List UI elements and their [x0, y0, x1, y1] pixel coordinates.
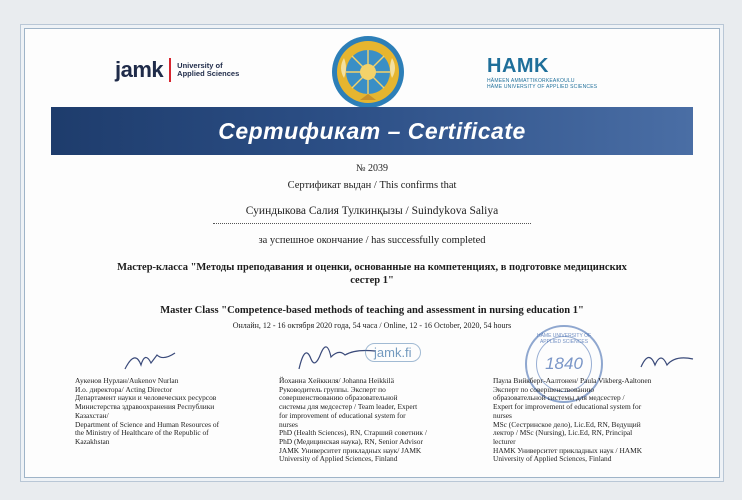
signatory-line: Департамент науки и человеческих ресурсов	[75, 393, 217, 403]
course-title-en: Master Class "Competence-based methods of teaching and assessment in nursing education 1"	[160, 305, 584, 316]
title-banner	[51, 107, 693, 155]
hamk-wordmark: HAMK	[487, 55, 549, 77]
signatory-line: Паула Вийкберг-Аалтонен/ Paula Vikberg-Aaltonen	[493, 376, 652, 385]
signatory-aukenov	[75, 377, 243, 447]
signatory-line: PhD (Медицинская наука), RN, Senior Advisor	[279, 436, 423, 446]
signatory-line: JAMK Университет прикладных наук/ JAMK	[279, 445, 422, 455]
signatory-line: Аукенов Нурлан/Aukenov Nurlan	[75, 376, 179, 385]
jamk-fi-stamp: jamk.fi	[365, 343, 421, 362]
kazakhstan-emblem-icon	[330, 34, 406, 110]
signatory-line: University of Applied Sciences, Finland	[279, 454, 398, 464]
signatory-line: University of Applied Sciences, Finland	[493, 454, 612, 464]
certificate-frame	[24, 28, 720, 478]
signatory-line: Department of Science and Human Resources of	[75, 419, 220, 429]
jamk-logo-subtitle	[177, 62, 239, 79]
course-title-ru: Мастер-класса "Методы преподавания и оценки, основанные на компетенциях, в подготовке медицинских сестер 1"	[117, 262, 627, 286]
name-underline	[213, 223, 531, 224]
signatory-line: for improvement of educational system for	[279, 410, 406, 420]
signatory-line: Руководитель группы. Эксперт по	[279, 384, 386, 394]
signatory-line: the Ministry of Healthcare of the Republic of	[75, 428, 209, 438]
signatory-line: MSc (Сестринское дело), Lic.Ed, RN, Ведущий	[493, 419, 641, 429]
signatory-line: Kazakhstan	[75, 436, 110, 446]
completed-text: за успешное окончание / has successfully completed	[258, 235, 486, 246]
jamk-line2: Applied Sciences	[177, 69, 240, 78]
signatory-line: HAMK Университет прикладных наук / HAMK	[493, 445, 643, 455]
course-dates: Онлайн, 12 - 16 октября 2020 года, 54 часа / Online, 12 - 16 October, 2020, 54 hours	[232, 321, 512, 330]
signature-aukenov	[121, 347, 191, 375]
jamk-line1: University of	[177, 60, 223, 70]
signatory-line: Эксперт по совершенствованию	[493, 384, 595, 394]
jamk-logo	[115, 57, 239, 83]
hamk-sub2: HÄME UNIVERSITY OF APPLIED SCIENCES	[487, 84, 598, 90]
signature-vikberg	[637, 347, 697, 373]
recipient-name: Суиндыкова Салия Тулкинқызы / Suindykova Saliya	[245, 205, 499, 217]
jamk-logo-divider	[169, 58, 171, 82]
jamk-wordmark: jamk	[115, 57, 164, 82]
hamk-logo	[487, 55, 597, 90]
confirms-text: Сертификат выдан / This confirms that	[287, 180, 457, 191]
signatory-line: Министерства здравоохранения Республики	[75, 402, 215, 412]
signatory-vikberg	[493, 377, 693, 464]
signatory-line: PhD (Health Sciences), RN, Старший советник /	[279, 428, 427, 438]
signatory-line: Expert for improvement of educational system for	[493, 402, 642, 412]
signatory-line: совершенствованию образовательной	[279, 393, 398, 403]
stamp-ring-text: HÄME UNIVERSITY OF APPLIED SCIENCES	[536, 333, 592, 345]
signatory-line: lecturer	[493, 436, 516, 446]
signatory-line: Казахстан/	[75, 410, 109, 420]
signatory-line: Йоханна Хейккиля/ Johanna Heikkilä	[279, 376, 394, 385]
signatory-line: лектор / MSc (Nursing), Lic.Ed, RN, Principal	[493, 428, 633, 438]
signatory-line: системы для медсестер / Team leader, Expert	[279, 402, 418, 412]
signatory-line: nurses	[493, 410, 512, 420]
certificate-title: Сертификат – Certificate	[218, 117, 526, 144]
hamk-sub1: HÄMEEN AMMATTIKORKEAKOULU	[487, 78, 575, 84]
signatory-line: И.о. директора/ Acting Director	[75, 384, 173, 394]
stamp-year: 1840	[536, 336, 592, 392]
signatory-line: образовательной системы для медсестер /	[493, 393, 625, 403]
certificate-number: № 2039	[355, 163, 389, 174]
signatory-line: nurses	[279, 419, 298, 429]
signatory-heikkila	[279, 377, 469, 464]
